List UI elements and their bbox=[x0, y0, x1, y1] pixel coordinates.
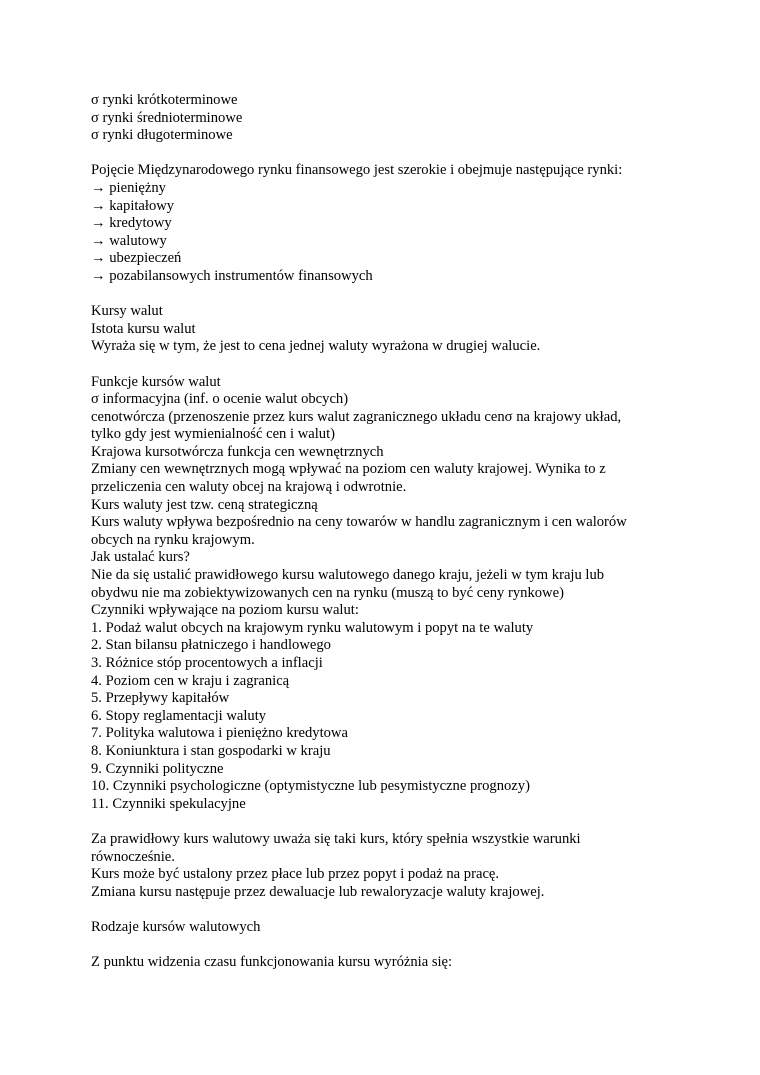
factor-item-2: 2. Stan bilansu płatniczego i handlowego bbox=[91, 637, 331, 654]
rate-influence-line-2: obcych na rynku krajowym. bbox=[91, 531, 255, 548]
time-perspective-line: Z punktu widzenia czasu funkcjonowania kursu wyróżnia się: bbox=[91, 954, 453, 971]
arrow-item-off-balance: → pozabilansowych instrumentów finansowych bbox=[91, 267, 373, 284]
factor-item-5: 5. Przepływy kapitałów bbox=[91, 690, 230, 707]
document-page bbox=[91, 92, 691, 972]
how-to-set-rate-question: Jak ustalać kurs? bbox=[91, 549, 190, 566]
paragraph-gap bbox=[91, 286, 691, 304]
international-market-intro: Pojęcie Międzynarodowego rynku finansowego jest szerokie i obejmuje następujące rynki: bbox=[91, 162, 623, 179]
domestic-rate-forming-function: Krajowa kursotwórcza funkcja cen wewnętrznych bbox=[91, 443, 384, 460]
arrow-item-currency: → walutowy bbox=[91, 232, 167, 249]
paragraph-gap bbox=[91, 901, 691, 919]
heading-rate-functions: Funkcje kursów walut bbox=[91, 373, 221, 390]
heading-exchange-rates: Kursy walut bbox=[91, 303, 163, 320]
price-forming-line-2: tylko gdy jest wymienialność cen i walut) bbox=[91, 426, 335, 443]
factors-heading: Czynniki wpływające na poziom kursu walut: bbox=[91, 602, 359, 619]
cannot-set-rate-line-1: Nie da się ustalić prawidłowego kursu walutowego danego kraju, jeżeli w tym kraju lub bbox=[91, 567, 605, 584]
essence-definition: Wyraża się w tym, że jest to cena jednej waluty wyrażona w drugiej walucie. bbox=[91, 338, 541, 355]
factor-item-1: 1. Podaż walut obcych na krajowym rynku walutowym i popyt na te waluty bbox=[91, 619, 534, 636]
factor-item-4: 4. Poziom cen w kraju i zagranicą bbox=[91, 672, 290, 689]
strategic-price-line: Kurs waluty jest tzw. ceną strategiczną bbox=[91, 496, 318, 513]
paragraph-gap bbox=[91, 356, 691, 374]
paragraph-gap bbox=[91, 145, 691, 163]
factor-item-10: 10. Czynniki psychologiczne (optymistyczne lub pesymistyczne prognozy) bbox=[91, 778, 530, 795]
bullet-short-term-markets: σ rynki krótkoterminowe bbox=[91, 92, 238, 108]
factor-item-7: 7. Polityka walutowa i pieniężno kredytowa bbox=[91, 725, 348, 742]
devaluation-line: Zmiana kursu następuje przez dewaluacje lub rewaloryzacje waluty krajowej. bbox=[91, 883, 545, 900]
arrow-item-capital: → kapitałowy bbox=[91, 197, 175, 214]
rate-influence-line-1: Kurs waluty wpływa bezpośrednio na ceny towarów w handlu zagranicznym i cen walorów bbox=[91, 514, 627, 531]
bullet-medium-term-markets: σ rynki średnioterminowe bbox=[91, 109, 243, 126]
paragraph-gap bbox=[91, 937, 691, 955]
heading-rate-types: Rodzaje kursów walutowych bbox=[91, 918, 261, 935]
bullet-long-term-markets: σ rynki długoterminowe bbox=[91, 127, 233, 144]
internal-prices-line-2: przeliczenia cen waluty obcej na krajową i odwrotnie. bbox=[91, 479, 407, 496]
factor-item-6: 6. Stopy reglamentacji waluty bbox=[91, 707, 267, 724]
bullet-informational: σ informacyjna (inf. o ocenie walut obcych) bbox=[91, 391, 349, 408]
correct-rate-line-1: Za prawidłowy kurs walutowy uważa się taki kurs, który spełnia wszystkie warunki bbox=[91, 830, 581, 847]
arrow-item-insurance: → ubezpieczeń bbox=[91, 250, 182, 267]
factor-item-11: 11. Czynniki spekulacyjne bbox=[91, 795, 246, 812]
price-forming-line-1: cenotwórcza (przenoszenie przez kurs walut zagranicznego układu cenσ na krajowy układ, bbox=[91, 408, 622, 425]
factor-item-3: 3. Różnice stóp procentowych a inflacji bbox=[91, 655, 323, 671]
cannot-set-rate-line-2: obydwu nie ma zobiektywizowanych cen na rynku (muszą to być ceny rynkowe) bbox=[91, 584, 564, 601]
subheading-essence: Istota kursu walut bbox=[91, 320, 196, 337]
correct-rate-line-2: równocześnie. bbox=[91, 848, 175, 865]
wages-rate-line: Kurs może być ustalony przez płace lub przez popyt i podaż na pracę. bbox=[91, 866, 500, 883]
factor-item-9: 9. Czynniki polityczne bbox=[91, 760, 224, 777]
internal-prices-line-1: Zmiany cen wewnętrznych mogą wpływać na poziom cen waluty krajowej. Wynika to z bbox=[91, 461, 606, 478]
factor-item-8: 8. Koniunktura i stan gospodarki w kraju bbox=[91, 742, 331, 759]
arrow-item-credit: → kredytowy bbox=[91, 215, 172, 232]
arrow-item-money: → pieniężny bbox=[91, 179, 166, 196]
paragraph-gap bbox=[91, 813, 691, 831]
